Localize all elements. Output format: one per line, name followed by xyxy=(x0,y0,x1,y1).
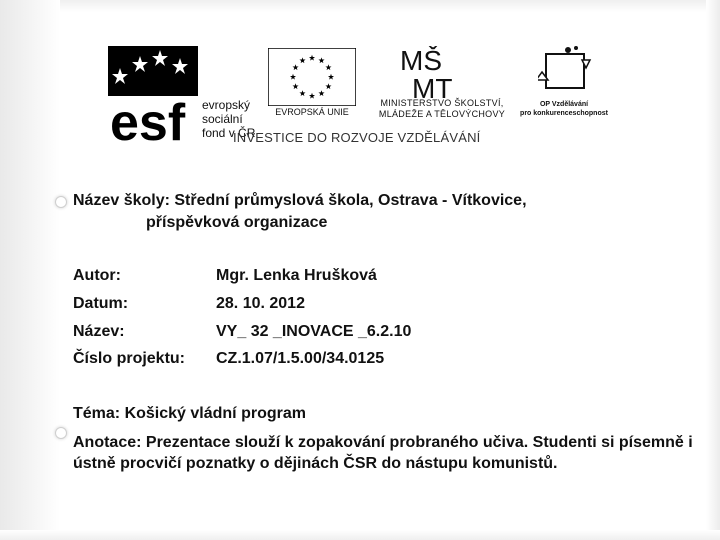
msmt-line-2: MLÁDEŽE A TĚLOVÝCHOVY xyxy=(378,109,506,119)
field-value-nazev: VY_ 32 _INOVACE _6.2.10 xyxy=(216,323,412,340)
op-line-2: pro konkurenceschopnost xyxy=(520,110,608,117)
op-logo xyxy=(538,46,594,98)
op-line-1: OP Vzdělávání xyxy=(539,101,589,108)
field-value-cislo: CZ.1.07/1.5.00/34.0125 xyxy=(216,350,385,367)
field-label-cislo: Číslo projektu: xyxy=(73,350,186,367)
school-name-line-2: příspěvková organizace xyxy=(146,214,328,231)
logo-banner xyxy=(86,20,626,162)
msmt-logo xyxy=(398,46,478,102)
esf-line-1: evropský xyxy=(202,98,251,112)
msmt-mark-bottom: MT xyxy=(412,73,453,102)
school-name-line-1: Název školy: Střední průmyslová škola, Ostrava - Vítkovice, xyxy=(73,192,527,209)
investice-banner: INVESTICE DO ROZVOJE VZDĚLÁVÁNÍ xyxy=(233,130,481,145)
slide-frame-bottom xyxy=(0,530,720,540)
field-value-autor: Mgr. Lenka Hrušková xyxy=(216,267,377,284)
frame-dot-lower xyxy=(55,427,67,439)
msmt-caption xyxy=(362,98,522,120)
msmt-line-1: MINISTERSTVO ŠKOLSTVÍ, xyxy=(380,98,504,108)
slide-frame-left xyxy=(0,0,60,540)
op-caption xyxy=(514,100,614,118)
esf-mark: esf xyxy=(110,94,186,142)
field-label-nazev: Název: xyxy=(73,323,125,340)
msmt-mark-top: MŠ xyxy=(400,46,442,76)
anotace: Anotace: Prezentace slouží k zopakování probraného učiva. Studenti si písemně i ústně procvičí poznatky o dějinách ČSR do nástupu komunistů. xyxy=(73,434,693,472)
eu-flag-icon xyxy=(268,48,356,106)
field-label-datum: Datum: xyxy=(73,295,129,312)
field-label-autor: Autor: xyxy=(73,267,121,284)
frame-dot-upper xyxy=(55,196,67,208)
esf-line-3: fond v ČR xyxy=(202,126,256,140)
esf-line-2: sociální xyxy=(202,112,243,126)
slide-frame-top xyxy=(60,0,720,12)
field-value-datum: 28. 10. 2012 xyxy=(216,295,305,312)
tema: Téma: Košický vládní program xyxy=(73,405,306,422)
slide-frame-right xyxy=(706,0,720,540)
esf-logo xyxy=(108,46,198,142)
eu-label: EVROPSKÁ UNIE xyxy=(275,107,349,117)
